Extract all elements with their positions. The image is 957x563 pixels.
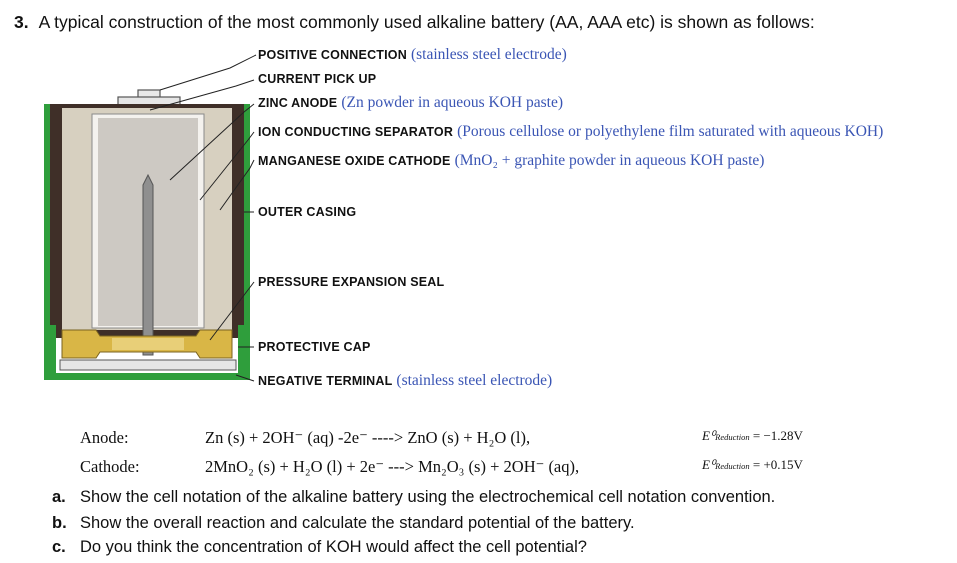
green-side-right [244,104,250,380]
question-number: 3. [14,12,29,32]
label-positive-connection: POSITIVE CONNECTION (stainless steel electrode) [258,46,567,63]
subquestion-b: b. Show the overall reaction and calculate the standard potential of the battery. [52,514,635,532]
leader-positive [160,55,256,90]
label-pressure-seal: PRESSURE EXPANSION SEAL [258,275,445,289]
label-outer-casing: OUTER CASING [258,205,357,219]
subquestion-c: c. Do you think the concentration of KOH would affect the cell potential? [52,538,587,556]
seal-inner [112,338,184,350]
label-separator: ION CONDUCTING SEPARATOR (Porous cellulose or polyethylene film saturated with aqueous KOH) [258,123,884,140]
question-text: A typical construction of the most commonly used alkaline battery (AA, AAA etc) is shown as follows: [38,12,815,32]
anode-label: Anode: [80,428,129,447]
anode-equation: Zn (s) + 2OH⁻ (aq) -2e⁻ ----> ZnO (s) + H₂O (l), [205,428,531,447]
green-side-left [44,104,50,380]
label-negative-terminal: NEGATIVE TERMINAL (stainless steel electrode) [258,372,553,389]
label-protective-cap: PROTECTIVE CAP [258,340,371,354]
cathode-equation: 2MnO₂ (s) + H₂O (l) + 2e⁻ ---> Mn₂O₃ (s) + 2OH⁻ (aq), [205,457,580,476]
subquestion-a: a. Show the cell notation of the alkaline battery using the electrochemical cell notation convention. [52,488,776,506]
cathode-potential: E⁰Reduction = +0.15V [702,457,803,472]
label-zinc-anode: ZINC ANODE (Zn powder in aqueous KOH paste) [258,94,564,111]
cathode-label: Cathode: [80,457,140,476]
bottom-plate [60,360,236,370]
current-collector [143,175,153,355]
label-current-pickup: CURRENT PICK UP [258,72,377,86]
anode-potential: E⁰Reduction = −1.28V [702,428,803,443]
label-cathode: MANGANESE OXIDE CATHODE (MnO₂ + graphite powder in aqueous KOH paste) [258,152,765,169]
